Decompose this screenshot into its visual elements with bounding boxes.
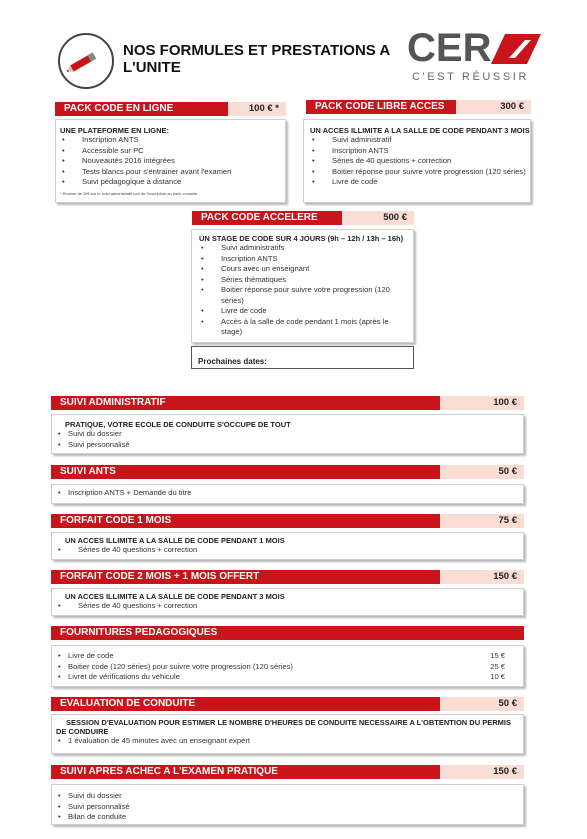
brand-tagline: C'EST RÉUSSIR — [412, 71, 529, 83]
list-item: • Séries de 40 questions + correction — [310, 156, 530, 167]
list-item: • Inscription ANTS — [310, 146, 530, 157]
pack-code-libre-acces-box: UN ACCES ILLIMITE A LA SALLE DE CODE PENDANT 3 MOIS • Suivi administratif • Inscription ANTS • Séries de 40 questions + correction • Boitier réponse pour suivre votre progression (120 séries) • Livre de code — [303, 119, 531, 203]
forfait-code-1-mois-header: FORFAIT CODE 1 MOIS — [51, 514, 440, 528]
list-item: • Livre de code — [56, 651, 523, 662]
list-item: • Suivi du dossier — [56, 429, 523, 440]
pack-code-libre-acces-header: PACK CODE LIBRE ACCES — [306, 100, 456, 114]
suivi-ants-box — [51, 484, 524, 504]
list-item: • Accessible sur PC — [60, 146, 285, 157]
suivi-ants-header: SUIVI ANTS — [51, 465, 440, 479]
pack-code-en-ligne-header: PACK CODE EN LIGNE — [55, 102, 228, 116]
list-item: • Suivi personnalisé — [56, 440, 523, 451]
suivi-apres-achec-box — [51, 784, 524, 825]
list-item: • Boitier réponse pour suivre votre progression (120 séries) — [199, 285, 404, 306]
forfait-code-1-mois-box: UN ACCES ILLIMITE A LA SALLE DE CODE PENDANT 1 MOIS • Séries de 40 questions + correction — [51, 532, 524, 560]
pack-code-en-ligne-list — [60, 135, 285, 188]
fournitures-pedagogiques-header: FOURNITURES PEDAGOGIQUES — [51, 626, 524, 640]
evaluation-de-conduite-box: SESSION D'EVALUATION POUR ESTIMER LE NOMBRE D'HEURES DE CONDUITE NECESSAIRE A L'OBTENTION DU PERMIS DE CONDUIRE • 1 évaluation de 45 minutes avec un enseignant expert — [51, 714, 524, 754]
pencil-icon — [60, 35, 112, 87]
forfait-code-2-mois-header: FORFAIT CODE 2 MOIS + 1 MOIS OFFERT — [51, 570, 440, 584]
page-title: NOS FORMULES ET PRESTATIONS A L'UNITE — [123, 42, 391, 76]
pack-code-accelere-price: 500 € — [342, 211, 414, 225]
list-item: • Accès à la salle de code pendant 1 mois (après le stage) — [199, 317, 404, 338]
forfait-code-2-mois-box: UN ACCES ILLIMITE A LA SALLE DE CODE PENDANT 3 MOIS • Séries de 40 questions + correction — [51, 588, 524, 616]
list-item: • Séries de 40 questions + correction — [56, 545, 523, 556]
pack-code-en-ligne-price: 100 € * — [228, 102, 286, 116]
prochaines-dates-field: Prochaines dates: — [191, 346, 414, 369]
evaluation-de-conduite-price: 50 € — [440, 697, 524, 711]
pack-code-en-ligne-box: UNE PLATEFORME EN LIGNE: • Inscription ANTS • Accessible sur PC • Nouveautés 2016 intégrées • Tests blancs pour s'entrainer avant l'examen • Suivi pédagogique à distance * Remise de 20€ sur le suivi administratif lors de l'inscription au pack conduite — [55, 119, 286, 203]
list-item: • Tests blancs pour s'entrainer avant l'examen — [60, 167, 285, 178]
list-item: • 1 évaluation de 45 minutes avec un enseignant expert — [56, 736, 515, 747]
fournitures-pedagogiques-box — [51, 645, 524, 687]
suivi-administratif-box: PRATIQUE, VOTRE ECOLE DE CONDUITE S'OCCUPE DE TOUT • Suivi du dossier • Suivi personnalisé — [51, 414, 524, 454]
list-item: • Inscription ANTS + Demande du titre — [56, 488, 523, 499]
suivi-administratif-price: 100 € — [440, 396, 524, 410]
list-item: • Livre de code — [310, 177, 530, 188]
pack-code-accelere-box: UN STAGE DE CODE SUR 4 JOURS (9h – 12h / 13h – 16h) • Suivi administratifs • Inscription ANTS • Cours avec un enseignant • Séries thématiques • Boitier réponse pour suivre votre progression (120 séries) • Livre de code • Accès à la salle de code pendant 1 mois (après le stage) — [191, 229, 414, 343]
list-item: • Suivi du dossier — [56, 791, 523, 802]
suivi-ants-price: 50 € — [440, 465, 524, 479]
list-item: • Inscription ANTS — [60, 135, 285, 146]
list-item: • Suivi administratifs — [199, 243, 404, 254]
item-price: 15 € — [490, 651, 505, 660]
list-item: • Livre de code — [199, 306, 404, 317]
suivi-apres-achec-header: SUIVI APRES ACHEC A L'EXAMEN PRATIQUE — [51, 765, 440, 779]
list-item: • Boitier réponse pour suivre votre progression (120 séries) — [310, 167, 530, 178]
cer-logo: CER — [407, 26, 537, 88]
list-item: • Suivi pédagogique à distance — [60, 177, 285, 188]
flag-icon — [491, 32, 541, 66]
pack-code-accelere-header: PACK CODE ACCELERE — [192, 211, 342, 225]
forfait-code-1-mois-price: 75 € — [440, 514, 524, 528]
footnote: * Remise de 20€ sur le suivi administratif lors de l'inscription au pack conduite — [60, 190, 198, 196]
list-item: • Suivi personnalisé — [56, 802, 523, 813]
list-item: • Nouveautés 2016 intégrées — [60, 156, 285, 167]
suivi-apres-achec-price: 150 € — [440, 765, 524, 779]
item-price: 10 € — [490, 672, 505, 681]
list-item: • Livret de vérifications du véhicule — [56, 672, 523, 683]
pack-code-libre-acces-price: 300 € — [456, 100, 531, 114]
pencil-badge — [58, 33, 114, 89]
evaluation-de-conduite-header: EVALUATION DE CONDUITE — [51, 697, 440, 711]
list-item: • Suivi administratif — [310, 135, 530, 146]
list-item: • Inscription ANTS — [199, 254, 404, 265]
suivi-administratif-header: SUIVI ADMINISTRATIF — [51, 396, 440, 410]
item-price: 25 € — [490, 661, 505, 671]
list-item: • Séries thématiques — [199, 275, 404, 286]
list-item: • Boitier code (120 séries) pour suivre votre progression (120 séries) — [56, 662, 523, 673]
list-item: • Séries de 40 questions + correction — [56, 601, 523, 612]
list-item: • Bilan de conduite — [56, 812, 523, 823]
forfait-code-2-mois-price: 150 € — [440, 570, 524, 584]
list-item: • Cours avec un enseignant — [199, 264, 404, 275]
